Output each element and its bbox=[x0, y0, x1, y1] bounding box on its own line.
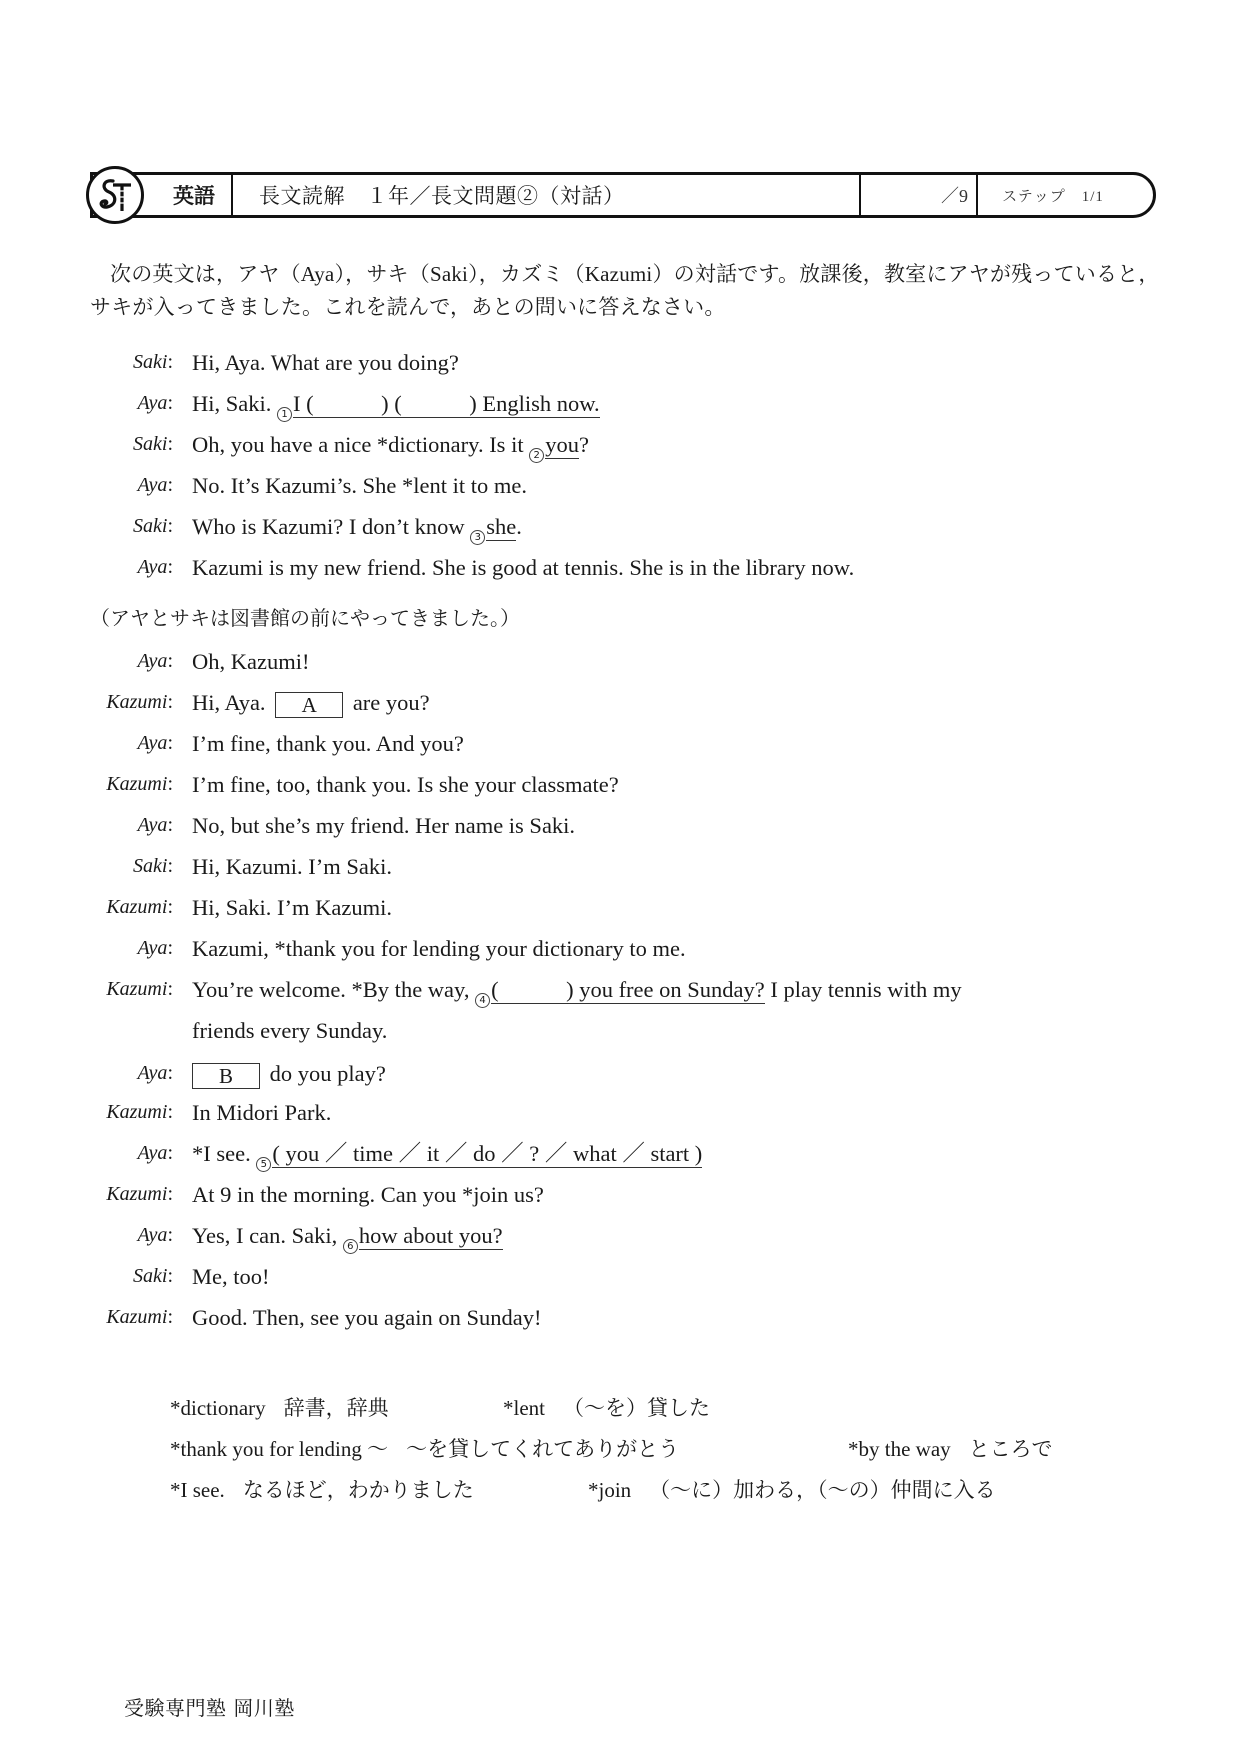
question-number-4: 4 bbox=[475, 993, 490, 1008]
dialogue-line bbox=[0, 684, 1241, 721]
dialogue-line bbox=[0, 1176, 1241, 1213]
utterance: B do you play? bbox=[192, 1055, 386, 1092]
st-monogram-icon bbox=[93, 173, 137, 217]
utterance: Kazumi, *thank you for lending your dictionary to me. bbox=[192, 936, 686, 961]
stage-direction: （アヤとサキは図書館の前にやってきました。） bbox=[90, 608, 520, 630]
underlined-question-4: ( ) you free on Sunday? bbox=[491, 977, 765, 1002]
dialogue-line bbox=[0, 930, 1241, 967]
score-field: ／9 bbox=[861, 175, 978, 215]
speaker-label: Aya: bbox=[137, 650, 173, 672]
dialogue-line bbox=[0, 1055, 1241, 1092]
dialogue-line bbox=[0, 1258, 1241, 1295]
dialogue-line bbox=[0, 766, 1241, 803]
question-number-6: 6 bbox=[343, 1239, 358, 1254]
glossary-item: *by the way ところで bbox=[848, 1437, 1053, 1461]
utterance: No. It’s Kazumi’s. She *lent it to me. bbox=[192, 473, 527, 498]
utterance: I’m fine, too, thank you. Is she your classmate? bbox=[192, 772, 619, 797]
dialogue-line bbox=[0, 385, 1241, 422]
dialogue-line bbox=[0, 1135, 1241, 1172]
dialogue-line bbox=[0, 1217, 1241, 1254]
utterance: Hi, Aya. A are you? bbox=[192, 690, 430, 717]
utterance-continuation: friends every Sunday. bbox=[192, 1018, 388, 1043]
utterance: Me, too! bbox=[192, 1264, 270, 1289]
dialogue-line bbox=[0, 889, 1241, 926]
speaker-label: Saki: bbox=[133, 1265, 173, 1287]
dialogue-line bbox=[0, 725, 1241, 762]
underlined-question-2: you bbox=[545, 432, 579, 457]
speaker-label: Aya: bbox=[137, 556, 173, 578]
utterance: Hi, Saki. 1 I ( ) ( ) English now. bbox=[192, 391, 600, 420]
question-number-3: 3 bbox=[470, 530, 485, 545]
utterance: Hi, Saki. I’m Kazumi. bbox=[192, 895, 392, 920]
dialogue-line bbox=[0, 643, 1241, 680]
utterance: At 9 in the morning. Can you *join us? bbox=[192, 1182, 544, 1207]
underlined-question-1: I ( ) ( ) English now. bbox=[293, 391, 600, 416]
subject-label: 英語 bbox=[157, 175, 233, 215]
speaker-label: Aya: bbox=[137, 814, 173, 836]
answer-box-b: B bbox=[192, 1063, 260, 1089]
speaker-label: Kazumi: bbox=[106, 1183, 173, 1205]
dialogue-line bbox=[0, 971, 1241, 1008]
speaker-label: Kazumi: bbox=[106, 896, 173, 918]
utterance: Oh, Kazumi! bbox=[192, 649, 310, 674]
glossary-item: *I see. なるほど，わかりました bbox=[170, 1478, 474, 1502]
utterance: You’re welcome. *By the way, 4 ( ) you free on Sunday? I play tennis with my bbox=[192, 977, 962, 1006]
speaker-label: Aya: bbox=[137, 1224, 173, 1246]
utterance: Who is Kazumi? I don’t know 3 she. bbox=[192, 514, 522, 543]
utterance: Hi, Aya. What are you doing? bbox=[192, 350, 459, 375]
speaker-label: Kazumi: bbox=[106, 1306, 173, 1328]
dialogue-line bbox=[0, 1094, 1241, 1131]
utterance: Oh, you have a nice *dictionary. Is it 2 you? bbox=[192, 432, 589, 461]
st-logo-icon bbox=[86, 166, 144, 224]
glossary-item: *thank you for lending ～ ～を貸してくれてありがとう bbox=[170, 1437, 680, 1461]
dialogue-line bbox=[0, 426, 1241, 463]
speaker-label: Aya: bbox=[137, 1142, 173, 1164]
underlined-question-6: how about you? bbox=[358, 1223, 503, 1248]
speaker-label: Kazumi: bbox=[106, 1101, 173, 1123]
glossary-item: *lent （～を）貸した bbox=[503, 1396, 710, 1420]
speaker-label: Kazumi: bbox=[106, 691, 173, 713]
step-indicator: ステップ 1/1 bbox=[1002, 188, 1104, 205]
dialogue-line bbox=[0, 508, 1241, 545]
utterance: *I see. 5 ( you ／ time ／ it ／ do ／ ? ／ what ／ start ) bbox=[192, 1141, 703, 1170]
underlined-question-5: ( you ／ time ／ it ／ do ／ ? ／ what ／ start ) bbox=[272, 1141, 703, 1166]
speaker-label: Aya: bbox=[137, 732, 173, 754]
dialogue-line bbox=[0, 549, 1241, 586]
speaker-label: Aya: bbox=[137, 474, 173, 496]
utterance: Kazumi is my new friend. She is good at tennis. She is in the library now. bbox=[192, 555, 855, 580]
speaker-label: Saki: bbox=[133, 855, 173, 877]
utterance: Hi, Kazumi. I’m Saki. bbox=[192, 854, 392, 879]
utterance: In Midori Park. bbox=[192, 1100, 332, 1125]
speaker-label: Saki: bbox=[133, 515, 173, 537]
utterance: Good. Then, see you again on Sunday! bbox=[192, 1305, 542, 1330]
utterance: Yes, I can. Saki, 6 how about you? bbox=[192, 1223, 503, 1252]
dialogue-line bbox=[0, 344, 1241, 381]
speaker-label: Aya: bbox=[137, 1062, 173, 1084]
utterance: No, but she’s my friend. Her name is Saki. bbox=[192, 813, 576, 838]
question-number-1: 1 bbox=[277, 407, 292, 422]
glossary-item: *join （～に）加わる，（～の）仲間に入る bbox=[588, 1478, 996, 1502]
speaker-label: Aya: bbox=[137, 392, 173, 414]
dialogue-line bbox=[0, 467, 1241, 504]
dialogue-line-continuation bbox=[0, 1012, 1241, 1049]
speaker-label: Saki: bbox=[133, 433, 173, 455]
question-number-5: 5 bbox=[256, 1157, 271, 1172]
glossary-item: *dictionary 辞書，辞典 bbox=[170, 1396, 389, 1420]
speaker-label: Aya: bbox=[137, 937, 173, 959]
speaker-label: Kazumi: bbox=[106, 978, 173, 1000]
question-number-2: 2 bbox=[529, 448, 544, 463]
dialogue-line bbox=[0, 848, 1241, 885]
worksheet-header bbox=[90, 172, 1156, 218]
instructions: 次の英文は，アヤ（Aya），サキ（Saki），カズミ（Kazumi）の対話です。放課後，教室にアヤが残っていると，サキが入ってきました。これを読んで，あとの問いに答えなさい。 bbox=[90, 262, 1160, 319]
speaker-label: Saki: bbox=[133, 351, 173, 373]
answer-box-a: A bbox=[275, 692, 343, 718]
worksheet-title: 長文読解 １年／長文問題②（対話） bbox=[233, 175, 861, 215]
utterance: I’m fine, thank you. And you? bbox=[192, 731, 464, 756]
dialogue-line bbox=[0, 807, 1241, 844]
dialogue-line bbox=[0, 1299, 1241, 1336]
footer-school-name: 受験専門塾 岡川塾 bbox=[124, 1696, 295, 1720]
speaker-label: Kazumi: bbox=[106, 773, 173, 795]
underlined-question-3: she bbox=[486, 514, 517, 539]
